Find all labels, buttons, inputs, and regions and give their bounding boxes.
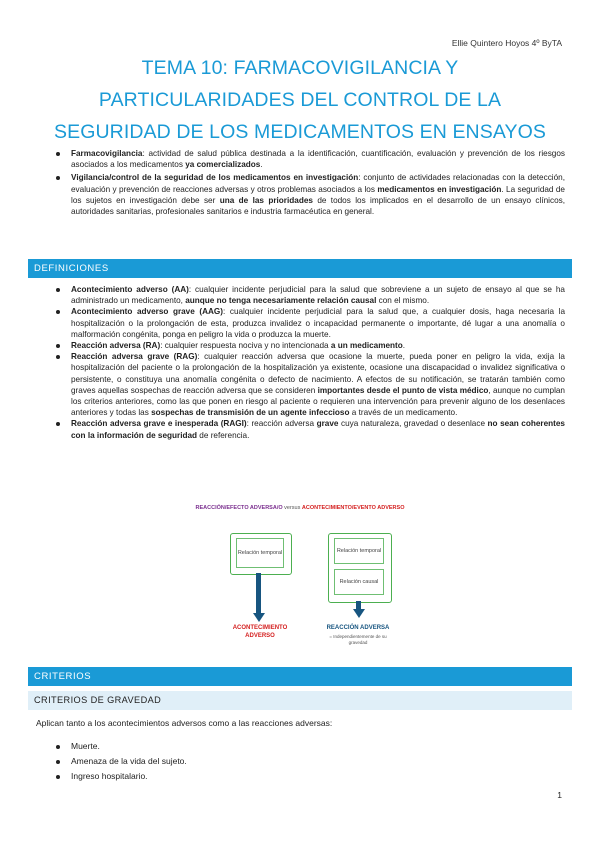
definitions-list — [55, 284, 565, 441]
emphasis: no sean coherentes con la información de seguridad — [71, 419, 565, 440]
text: : cualquier respuesta nociva y no intencionada — [160, 341, 331, 351]
subsection-heading-gravedad: CRITERIOS DE GRAVEDAD — [28, 691, 572, 710]
term: Reacción adversa grave (RAG) — [71, 352, 198, 362]
text: de referencia. — [197, 430, 250, 440]
text: con el mismo. — [376, 296, 430, 306]
author-name: Ellie Quintero Hoyos 4º ByTA — [451, 38, 562, 48]
text: a través de un medicamento. — [349, 408, 458, 418]
list-item — [55, 418, 565, 440]
text: . — [260, 160, 263, 170]
list-item — [55, 351, 565, 418]
section-heading-criterios: CRITERIOS — [28, 667, 572, 686]
list-item — [55, 284, 565, 306]
right-arrow-head — [353, 609, 365, 618]
diagram-title-right: ACONTECIMIENTO/EVENTO ADVERSO — [301, 505, 405, 511]
list-item: Amenaza de la vida del sujeto. — [55, 754, 565, 769]
left-label-acontecimiento: ACONTECIMIENTO ADVERSO — [232, 625, 288, 639]
text: . La seguridad de los sujetos en investigación debe ser — [71, 184, 565, 205]
text: : cualquier incidente perjudicial para la salud que sobreviene a un sujeto de ensayo al que se ha administrado un medicamento, — [71, 285, 565, 306]
list-item: Ingreso hospitalario. — [55, 769, 565, 784]
text: cuya naturaleza, gravedad o desenlace — [338, 419, 488, 429]
left-arrow-shaft — [256, 573, 261, 615]
term: Farmacovigilancia — [71, 149, 143, 158]
right-label-sub: = Independientemente de su gravedad — [329, 634, 387, 645]
text: : actividad de salud pública destinada a la identificación, cuantificación, evaluación y prevención de los riesgos asociados a los medicamentos — [71, 149, 565, 170]
intro-list — [55, 148, 565, 217]
text: de todos los implicados en el desarrollo de un ensayo clínicos, autoridades sanitarias, profesionales sanitarios e industria farmacéutica en general. — [71, 195, 565, 217]
title-line-3: SEGURIDAD DE LOS MEDICAMENTOS EN ENSAYOS — [54, 121, 546, 143]
emphasis: sospechas de transmisión de un agente infeccioso — [151, 408, 350, 418]
list-item — [55, 172, 565, 217]
term: Acontecimiento adverso grave (AAG) — [71, 307, 224, 317]
right-box-temporal: Relación temporal — [334, 538, 384, 564]
list-item — [55, 148, 565, 170]
title-line-1: TEMA 10: FARMACOVIGILANCIA Y — [141, 57, 459, 79]
term: Vigilancia/control de la seguridad de los medicamentos en investigación — [71, 173, 359, 183]
comparison-diagram — [170, 505, 430, 655]
emphasis: ya comercializados — [185, 160, 261, 170]
text: , aunque no cumplan los criterios anteriores, como las que ponen en riesgo al paciente o requieren una intervención para prevenir alguno de los desenlaces anteriores y todas las — [71, 385, 565, 418]
term: Reacción adversa grave e inesperada (RAGI) — [71, 419, 247, 429]
emphasis: a un medicamento — [330, 341, 403, 351]
list-item — [55, 306, 565, 340]
diagram-title-left: REACCIÓN/EFECTO ADVERSA/O — [195, 505, 283, 511]
right-box-causal: Relación causal — [334, 569, 384, 595]
left-box-temporal: Relación temporal — [236, 538, 284, 568]
title-line-2: PARTICULARIDADES DEL CONTROL DE LA — [98, 89, 502, 111]
page-title — [30, 52, 570, 148]
emphasis: aunque no tenga necesariamente relación causal — [185, 296, 377, 306]
diagram-title-vs: versus — [282, 505, 302, 511]
emphasis: medicamentos en investigación — [377, 184, 502, 194]
list-item: Muerte. — [55, 739, 565, 754]
section-heading-definiciones: DEFINICIONES — [28, 259, 572, 278]
text: : reacción adversa — [246, 419, 317, 429]
diagram-title — [170, 505, 430, 511]
emphasis: importantes desde el punto de vista médico — [317, 385, 489, 395]
text: : cualquier reacción adversa que ocasione la muerte, pueda poner en peligro la vida, exija la hospitalización del paciente o la prolongación de la hospitalización ya existente, ocasione una discapacidad o invalidez significativa o persistente, o constituya una anomalía congénita o defecto de nacimiento. A efectos de su notificación, se tratarán también como graves aquellas sospechas de reacción adversa que se consideren — [71, 352, 565, 395]
page-number: 1 — [557, 790, 562, 800]
emphasis: una de las prioridades — [219, 195, 313, 205]
criteria-list — [55, 739, 565, 784]
emphasis: grave — [316, 419, 339, 429]
term: Reacción adversa (RA) — [71, 341, 161, 351]
right-label-reaccion: REACCIÓN ADVERSA — [326, 625, 390, 631]
text: : cualquier incidente perjudicial para la salud que, a cualquier dosis, haga necesaria la hospitalización o la prolongación de esta, produzca invalidez o incapacidad permanente o importante, dé lugar a una anomalía o malformación congénita, ponga en peligro la vida o produzca la muerte. — [71, 307, 566, 339]
text: . — [402, 341, 406, 351]
left-arrow-head — [253, 613, 265, 622]
term: Acontecimiento adverso (AA) — [71, 285, 189, 294]
criterios-intro: Aplican tanto a los acontecimientos adversos como a las reacciones adversas: — [36, 718, 333, 728]
text: : conjunto de actividades relacionadas con la detección, evaluación y prevención de reacciones adversas y otros problemas asociados a los — [71, 173, 566, 194]
list-item — [55, 340, 565, 351]
